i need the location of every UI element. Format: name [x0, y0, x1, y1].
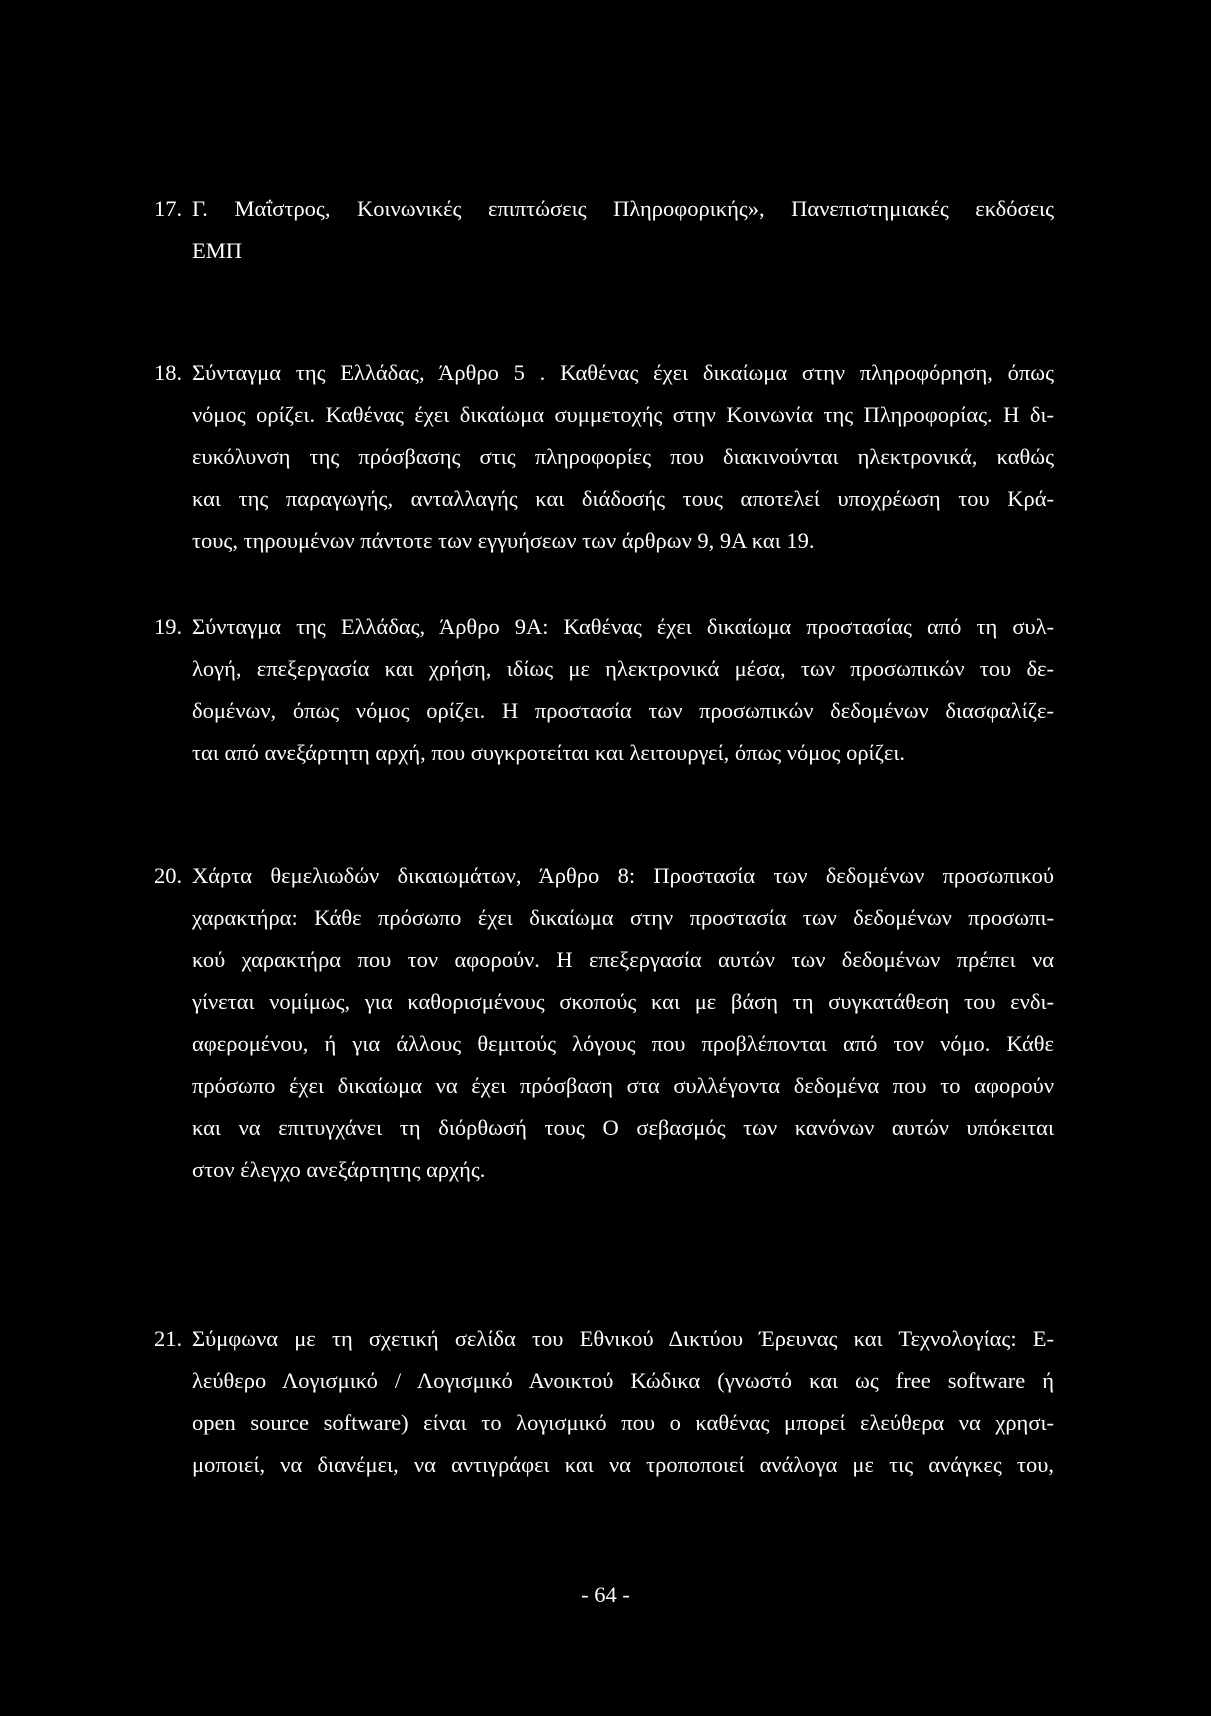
footnote-line: μοποιεί, να διανέμει, να αντιγράφει και να τροποποιεί ανάλογα με τις ανάγκες του,: [192, 1452, 1054, 1477]
footnote-number: 20.: [154, 863, 183, 888]
footnote-18: [154, 352, 1054, 562]
footnote-17: [154, 188, 1054, 272]
footnote-text: Σύμφωνα με τη σχετική σελίδα του Εθνικού Δικτύου Έρευνας και Τεχνολογίας: Ε-: [192, 1326, 1054, 1351]
footnote-line: και της παραγωγής, ανταλλαγής και διάδοσής τους αποτελεί υποχρέωση του Κρά-: [192, 486, 1054, 511]
footnote-text: Χάρτα θεμελιωδών δικαιωμάτων, Άρθρο 8: Προστασία των δεδομένων προσωπικού: [192, 863, 1054, 888]
footnote-line: γίνεται νομίμως, για καθορισμένους σκοπούς και με βάση τη συγκατάθεση του ενδι-: [192, 989, 1054, 1014]
footnote-line: λεύθερο Λογισμικό / Λογισμικό Ανοικτού Κώδικα (γνωστό και ως free software ή: [192, 1368, 1054, 1393]
footnote-line: και να επιτυγχάνει τη διόρθωσή τους Ο σεβασμός των κανόνων αυτών υπόκειται: [192, 1115, 1054, 1140]
footnote-line: κού χαρακτήρα που τον αφορούν. Η επεξεργασία αυτών των δεδομένων πρέπει να: [192, 947, 1054, 972]
footnote-line: λογή, επεξεργασία και χρήση, ιδίως με ηλεκτρονικά μέσα, των προσωπικών του δε-: [192, 656, 1054, 681]
footnote-number: 19.: [154, 614, 183, 639]
footnote-line: τους, τηρουμένων πάντοτε των εγγυήσεων των άρθρων 9, 9Α και 19.: [192, 528, 815, 553]
footnote-line: ευκόλυνση της πρόσβασης στις πληροφορίες που διακινούνται ηλεκτρονικά, καθώς: [192, 444, 1054, 469]
footnote-line: [154, 606, 1054, 648]
footnote-21: [154, 1318, 1054, 1486]
footnote-line: [154, 1318, 1054, 1360]
footnote-line: στον έλεγχο ανεξάρτητης αρχής.: [192, 1157, 486, 1182]
footnote-20: [154, 855, 1054, 1191]
footnote-line: [154, 188, 1054, 230]
footnote-text: Σύνταγμα της Ελλάδας, Άρθρο 9Α: Καθένας έχει δικαίωμα προστασίας από τη συλ-: [192, 614, 1054, 639]
footnote-text: Σύνταγμα της Ελλάδας, Άρθρο 5 . Καθένας έχει δικαίωμα στην πληροφόρηση, όπως: [192, 360, 1054, 385]
footnote-line: δομένων, όπως νόμος ορίζει. Η προστασία των προσωπικών δεδομένων διασφαλίζε-: [192, 698, 1054, 723]
footnote-line: [154, 352, 1054, 394]
page-number: - 64 -: [581, 1582, 630, 1607]
footnote-number: 21.: [154, 1326, 183, 1351]
footnote-line: πρόσωπο έχει δικαίωμα να έχει πρόσβαση στα συλλέγοντα δεδομένα που το αφορούν: [192, 1073, 1054, 1098]
footnote-line: open source software) είναι το λογισμικό που ο καθένας μπορεί ελεύθερα να χρησι-: [192, 1410, 1054, 1435]
footnote-line: αφερομένου, ή για άλλους θεμιτούς λόγους που προβλέπονται από τον νόμο. Κάθε: [192, 1031, 1054, 1056]
footnote-line: ΕΜΠ: [192, 238, 242, 263]
footnote-line: νόμος ορίζει. Καθένας έχει δικαίωμα συμμετοχής στην Κοινωνία της Πληροφορίας. Η δι-: [192, 402, 1054, 427]
footnote-number: 18.: [154, 360, 183, 385]
footnote-text: Γ. Μαΐστρος, Κοινωνικές επιπτώσεις Πληροφορικής», Πανεπιστημιακές εκδόσεις: [192, 196, 1054, 221]
footnote-line: ται από ανεξάρτητη αρχή, που συγκροτείται και λειτουργεί, όπως νόμος ορίζει.: [192, 740, 906, 765]
footnote-line: [154, 855, 1054, 897]
footnote-line: χαρακτήρα: Κάθε πρόσωπο έχει δικαίωμα στην προστασία των δεδομένων προσωπι-: [192, 905, 1054, 930]
footnote-19: [154, 606, 1054, 774]
footnote-number: 17.: [154, 196, 183, 221]
